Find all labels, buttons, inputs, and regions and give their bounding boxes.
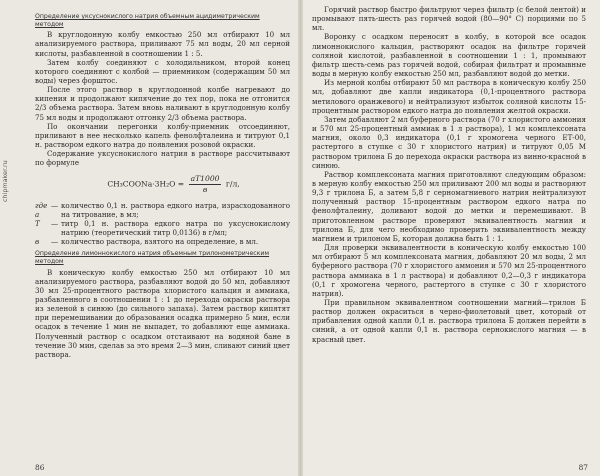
definition-symbol: где а <box>35 200 48 219</box>
definition-item <box>35 219 290 237</box>
definition-symbol: в <box>35 237 40 247</box>
paragraph: Для проверки эквивалентности в коническую колбу емкостью 100 мл отбирают 5 мл комплексоната магния, добавляют 20 мл воды, 2 мл буферного раствора (70 г хлористого аммония и 570 мл 25-процентного раствора аммиака в 1 л раствора) и добавляют 0,2—0,3 г индикатора (0,1 г хромогена черного, растертого в ступке с 30 г хлористого натрия). <box>312 243 586 298</box>
paragraph: После этого раствор в круглодонной колбе нагревают до кипения и продолжают кипячение до тех пор, пока не отгонится 2/3 объема раствора. Затем вновь наливают в круглодонную колбу 75 мл воды и продолжают отгонку 2/3 объема раствора. <box>35 85 290 122</box>
definition-text: титр 0,1 н. раствора едкого натра по уксуснокислому натрию (теоретический титр 0,0136) в г/мл; <box>61 218 290 237</box>
paragraph: Из мерной колбы отбирают 50 мл раствора в коническую колбу 250 мл, добавляют две капли индикатора (0,1-процентного раствора метилового оранжевого) и нейтрализуют избыток соляной кислоты 15-процентным раствором едкого натра до появления желтой окраски. <box>312 78 586 115</box>
paragraph: Горячий раствор быстро фильтруют через фильтр (с белой лентой) и промывают пять-шесть раз горячей водой (80—90° С) порциями по 5 мл. <box>312 5 586 33</box>
definition-dash: — <box>51 218 59 228</box>
paragraph: В коническую колбу емкостью 250 мл отбирают 10 мл анализируемого раствора, разбавляют водой до 50 мл, добавляют 30 мл 25-процентного раствора хлористого кальция и аммиака, разбавленного в соотношении 1 : 1 до перехода окраски раствора из зеленой в синюю (до сильного запаха). Затем раствор кипятят при перемешивании до образования осадка примерно 5 мин, если осадок в течение 1 мин не выпадет, то добавляют еще аммиака. Полученный раствор с осадком отстаивают на водяной бане в течение 30 мин, сделав за это время 2—3 мин, сливают синий цвет раствора. <box>35 267 290 359</box>
definition-dash: — <box>51 200 59 210</box>
formula-definitions <box>35 201 290 247</box>
formula-fraction <box>189 174 222 195</box>
paragraph: Затем добавляют 2 мл буферного раствора (70 г хлористого аммония и 570 мл 25-процентный аммиак в 1 л раствора), 1 мл комплексоната магния, около 0,3 индикатора (0,1 г хромогена черного ЕТ-00, растертого в ступке с 30 г хлористого натрия) и титруют 0,05 М раствором трилона Б до перехода окраски раствора из винно-красной в синюю. <box>312 114 586 170</box>
formula <box>57 174 290 195</box>
formula-unit: г/л, <box>225 179 240 189</box>
page-number-right: 87 <box>578 462 588 472</box>
paragraph: В круглодонную колбу емкостью 250 мл отбирают 10 мл анализируемого раствора, приливают 75 мл воды, 20 мл серной кислоты, разбавленной в соотношении 1 : 5. <box>35 30 290 58</box>
paragraph: При правильном эквивалентном соотношении магний—трилон Б раствор должен окраситься в черно-фиолетовый цвет, который от прибавления одной капли 0,1 н. раствора трилона Б должен перейти в синий, а от одной капли 0,1 н. раствора сернокислого магния — в красный цвет. <box>312 298 586 344</box>
definition-dash: — <box>51 237 59 247</box>
paragraph: Воронку с осадком переносят в колбу, в которой все осадок лимоннокислого кальция, растворяют осадок на фильтре горячей соляной кислотой, разбавленной в соотношении 1 : 1, промывают фильтр шесть-семь раз горячей водой, собирая фильтрат и промывные воды в мерную колбу емкостью 250 мл, разбавляют водой до метки. <box>312 32 586 79</box>
definition-item <box>35 237 290 246</box>
formula-left-side: CH₃COONa·3H₂O = <box>107 179 185 189</box>
section-title-sodium-acetate: Определение уксуснокислого натрия объемным ацидиметрическим методом <box>35 13 260 28</box>
definition-text: количество 0,1 н. раствора едкого натра, израсходованного на титрование, в мл; <box>61 200 290 219</box>
definition-symbol: Т <box>35 218 40 228</box>
book-gutter <box>298 0 303 476</box>
right-page <box>300 0 600 476</box>
page-number-left: 86 <box>35 462 45 472</box>
definition-item <box>35 201 290 219</box>
watermark-text: chipmaker.ru <box>1 160 9 202</box>
paragraph: По окончании перегонки колбу-приемник отсоединяют, приливают в нее несколько капель фенолфталеина и титруют 0,1 н. раствором едкого натра до появления розовой окраски. <box>35 121 290 150</box>
section-title-sodium-citrate: Определение лимоннокислого натрия объемным трилонометрическим методом <box>35 250 270 265</box>
paragraph: Содержание уксуснокислого натрия в растворе рассчитывают по формуле <box>35 149 290 168</box>
paragraph: Затем колбу соединяют с холодильником, второй конец которого соединяют с колбой — приемником (содержащим 50 мл воды) через форштос. <box>35 57 290 85</box>
paragraph: Раствор комплексоната магния приготовляют следующим образом: в мерную колбу емкостью 250 мл приливают 200 мл воды и растворяют 9,3 г трилона Б, а затем 5,8 г серномагниевого натрия нейтрализуют полученный раствор 15-процентным раствором едкого натра по фенолфталеину, доливают водой до метки и перемешивают. В приготовленном растворе проверяют эквивалентность магния и трилона Б, для чего необходимо проверить эквивалентность между магнием и трилоном Б, которая должна быть 1 : 1. <box>312 169 586 243</box>
formula-numerator: aT1000 <box>190 173 220 183</box>
formula-denominator: в <box>202 184 208 194</box>
definition-text: количество раствора, взятого на определение, в мл. <box>61 237 259 247</box>
